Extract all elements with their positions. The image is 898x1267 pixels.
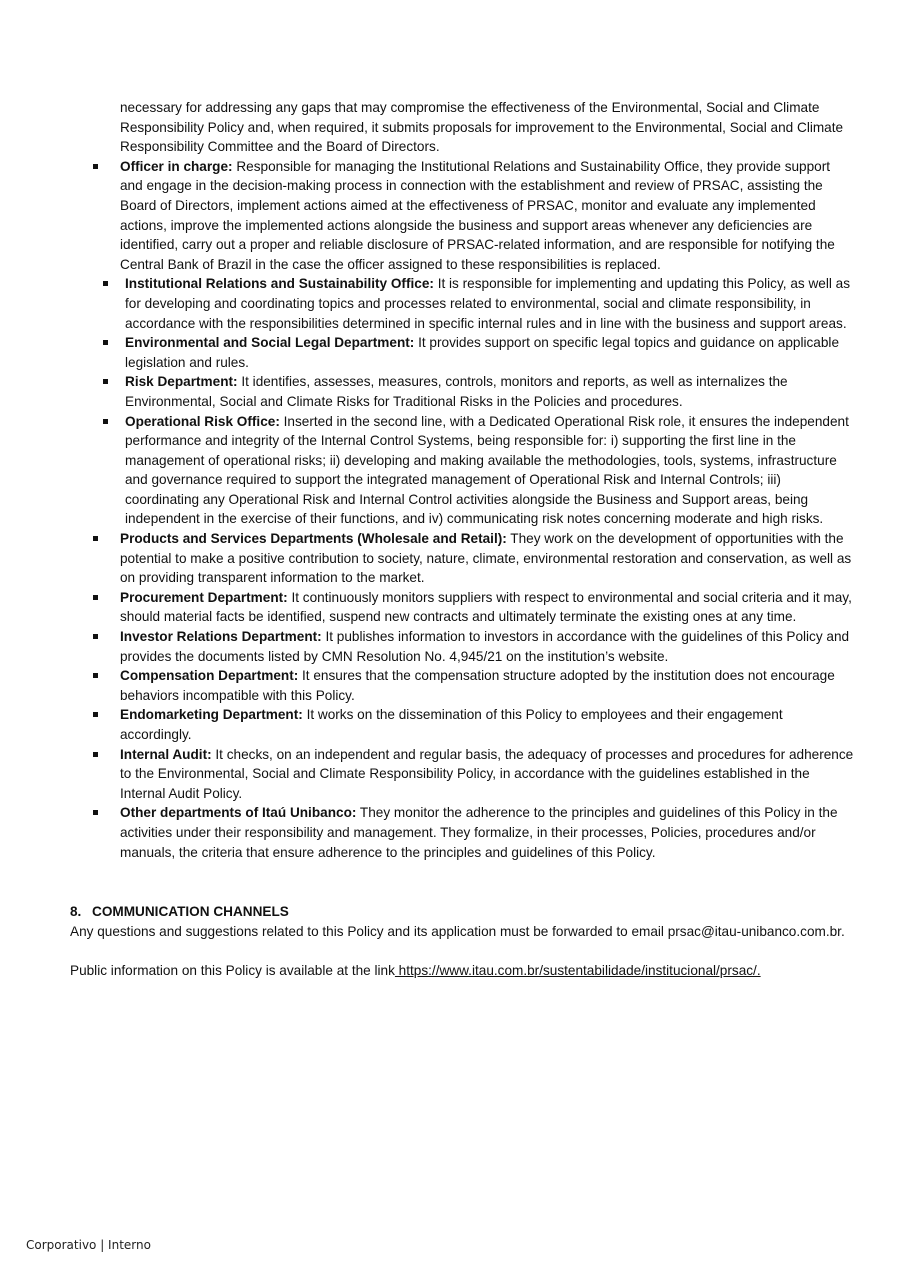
item-text: They monitor the adherence to the principles and guidelines of this Policy in the activities under their responsibility and management. They formalize, in their processes, Policies, procedures and/or manuals, the criteria that ensure adherence to the principles and guidelines of this Policy.	[120, 805, 838, 860]
item-text: It ensures that the compensation structure adopted by the institution does not encourage behaviors incompatible with this Policy.	[120, 668, 835, 703]
item-text: Responsible for managing the Institutional Relations and Sustainability Office, they provide support and engage in the decision-making process in connection with the establishment and review of PRSAC, assisting the Board of Directors, implement actions aimed at the effectiveness of PRSAC, monitor and evaluate any implemented actions, improve the implemented actions alongside the business and support areas whenever any deficiencies are identified, carry out a proper and reliable disclosure of PRSAC-related information, and are responsible for notifying the Central Bank of Brazil in the case the officer assigned to these responsibilities is replaced.	[120, 158, 835, 272]
list-item	[70, 745, 854, 804]
prsac-link[interactable]: https://www.itau.com.br/sustentabilidade/institucional/prsac/.	[394, 962, 761, 978]
item-text: They work on the development of opportunities with the potential to make a positive contribution to society, nature, climate, environmental restoration and conservation, as well as on providing transparent information to the market.	[120, 531, 852, 586]
list-item	[70, 412, 854, 530]
item-title: Operational Risk Office:	[125, 413, 280, 429]
item-title: Procurement Department:	[120, 589, 288, 605]
section-number: 8.	[70, 904, 82, 920]
item-title: Officer in charge:	[120, 158, 233, 174]
item-text: It publishes information to investors in accordance with the guidelines of this Policy and provides the documents listed by CMN Resolution No. 4,945/21 on the institution’s website.	[120, 629, 850, 664]
item-text: It identifies, assesses, measures, controls, monitors and reports, as well as internalizes the Environmental, Social and Climate Risks for Traditional Risks in the Policies and procedures.	[125, 374, 788, 409]
list-item	[70, 333, 854, 372]
bullet-icon	[103, 419, 108, 424]
item-text: Inserted in the second line, with a Dedicated Operational Risk role, it ensures the independent performance and integrity of the Internal Control Systems, being responsible for: i) supporting the first line in the management of operational risks; ii) developing and making available the methodologies, tools, systems, infrastructure and governance required to support the integrated management of Operational Risk and Internal Controls; iii) coordinating any Operational Risk and Internal Control activities alongside the Business and Support areas, being independent in the exercise of their functions, and iv) communicating risk notes concerning moderate and high risks.	[125, 413, 849, 527]
bullet-icon	[93, 673, 98, 678]
item-text: It is responsible for implementing and updating this Policy, as well as for developing and coordinating topics and processes related to environmental, social and climate responsibility, in accordance with the responsibilities determined in specific internal rules and in line with the business and support areas.	[125, 276, 850, 331]
item-text: It provides support on specific legal topics and guidance on applicable legislation and rules.	[125, 335, 840, 370]
item-title: Risk Department:	[125, 374, 238, 390]
footer-classification: Corporativo | Interno	[26, 1238, 151, 1252]
list-item	[70, 627, 854, 666]
item-text: It works on the dissemination of this Policy to employees and their engagement accordingly.	[120, 707, 783, 742]
bullet-icon	[93, 634, 98, 639]
item-title: Investor Relations Department:	[120, 629, 322, 645]
responsibilities-list	[70, 157, 854, 862]
bullet-icon	[93, 164, 98, 169]
bullet-icon	[103, 281, 108, 286]
link-prefix: Public information on this Policy is available at the link	[70, 962, 395, 978]
section-title: COMMUNICATION CHANNELS	[92, 904, 289, 920]
communication-channels-section	[70, 902, 854, 980]
item-title: Endomarketing Department:	[120, 707, 303, 723]
item-title: Products and Services Departments (Wholesale and Retail):	[120, 531, 507, 547]
item-title: Internal Audit:	[120, 746, 212, 762]
list-item	[70, 529, 854, 588]
bullet-icon	[93, 536, 98, 541]
list-item	[70, 372, 854, 411]
item-text: It checks, on an independent and regular basis, the adequacy of processes and procedures for adherence to the Environmental, Social and Climate Responsibility Policy, in accordance with the guidelines established in the Internal Audit Policy.	[120, 746, 854, 801]
bullet-icon	[93, 712, 98, 717]
link-paragraph	[70, 961, 854, 981]
bullet-icon	[103, 379, 108, 384]
contact-paragraph: Any questions and suggestions related to this Policy and its application must be forwarded to email prsac@itau-unibanco.com.br.	[70, 923, 845, 939]
list-item	[70, 666, 854, 705]
lead-paragraph: necessary for addressing any gaps that may compromise the effectiveness of the Environmental, Social and Climate Responsibility Policy and, when required, it submits proposals for improvement to the Environmental, Social and Climate Responsibility Committee and the Board of Directors.	[120, 100, 844, 155]
bullet-icon	[93, 810, 98, 815]
list-item	[70, 157, 854, 275]
list-item	[70, 705, 854, 744]
list-item	[70, 803, 854, 862]
item-text: It continuously monitors suppliers with respect to environmental and social criteria and it may, should material facts be identified, suspend new contracts and ultimately terminate the existing ones at any time.	[120, 589, 852, 625]
list-item	[70, 274, 854, 333]
item-title: Compensation Department:	[120, 668, 299, 684]
item-title: Environmental and Social Legal Department:	[125, 335, 415, 351]
document-body	[70, 98, 854, 981]
bullet-icon	[93, 595, 98, 600]
item-title: Other departments of Itaú Unibanco:	[120, 805, 357, 821]
list-item	[70, 588, 854, 627]
bullet-icon	[103, 340, 108, 345]
section-heading	[70, 902, 854, 922]
bullet-icon	[93, 752, 98, 757]
item-title: Institutional Relations and Sustainability Office:	[125, 276, 434, 292]
